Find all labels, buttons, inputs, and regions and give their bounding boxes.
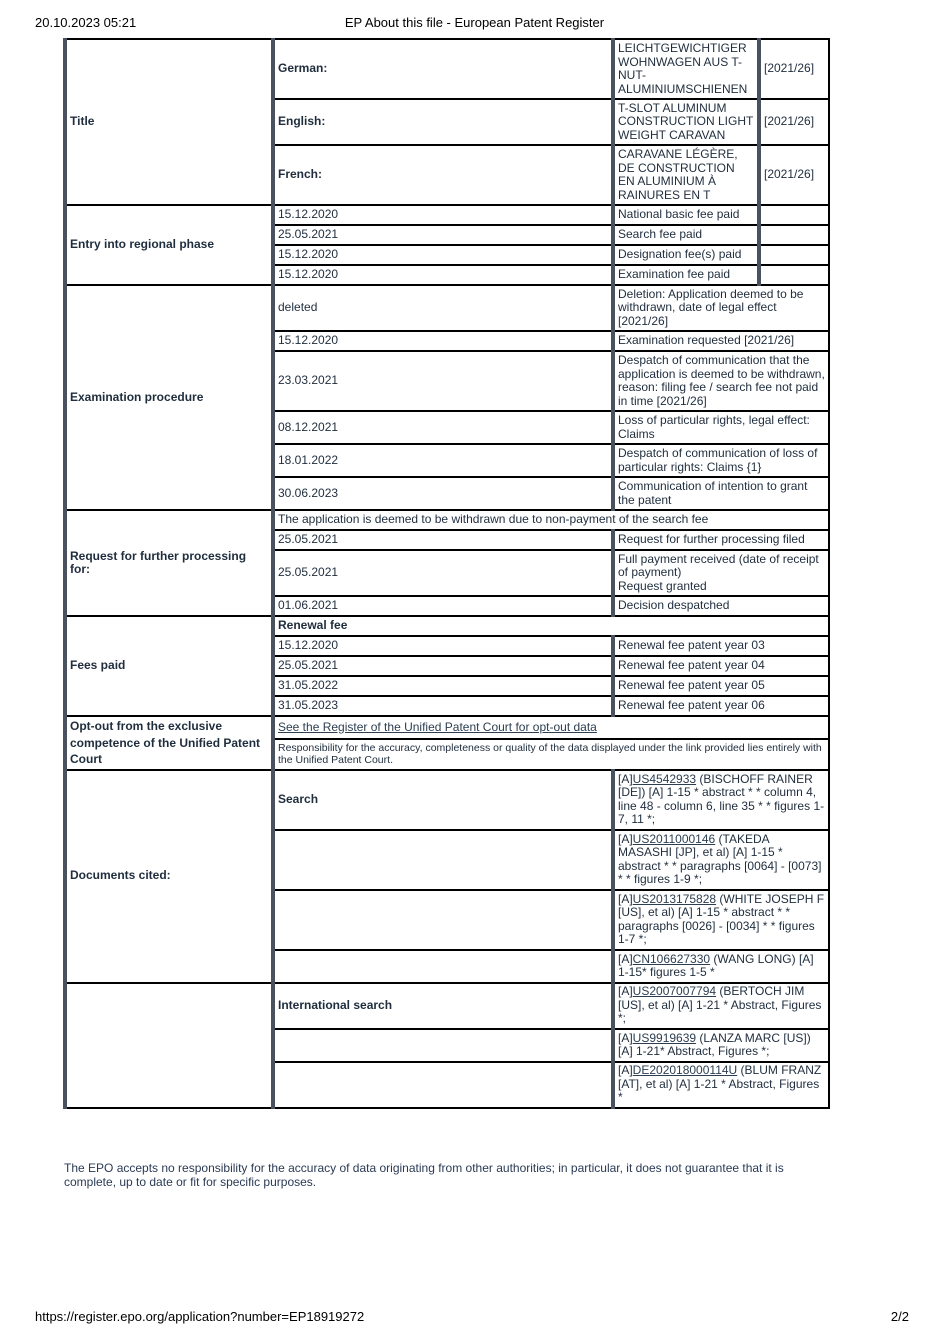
event-text: Examination fee paid bbox=[613, 265, 759, 285]
event-date: 15.12.2020 bbox=[273, 245, 613, 265]
section-label-examination: Examination procedure bbox=[65, 285, 273, 510]
event-text: National basic fee paid bbox=[613, 205, 759, 225]
examination-row bbox=[65, 285, 829, 331]
title-text: CARAVANE LÉGÈRE, DE CONSTRUCTION EN ALUMINIUM À RAINURES EN T bbox=[613, 145, 759, 205]
section-label-opt-out: Opt-out from the exclusive competence of the Unified Patent Court bbox=[65, 716, 273, 770]
citation-text bbox=[613, 890, 829, 950]
print-url: https://register.epo.org/application?number=EP18919272 bbox=[35, 1309, 365, 1324]
opt-out-row bbox=[65, 716, 829, 739]
print-header bbox=[0, 15, 949, 33]
citation-text bbox=[613, 983, 829, 1029]
opt-out-link-cell bbox=[273, 716, 829, 739]
fees-heading-row bbox=[65, 616, 829, 636]
citation-doc-link[interactable]: US2007007794 bbox=[632, 984, 717, 999]
event-date: 15.12.2020 bbox=[273, 331, 613, 351]
title-lang-label: French: bbox=[273, 145, 613, 205]
regional-row bbox=[65, 205, 829, 225]
citation-details: (BERTOCH JIM [US], et al) [A] 1-21 * Abstract, Figures *; bbox=[618, 984, 822, 1026]
event-extra bbox=[759, 245, 829, 265]
event-extra bbox=[759, 205, 829, 225]
citation-category: [A] bbox=[618, 951, 633, 966]
event-text: Loss of particular rights, legal effect: Claims bbox=[613, 411, 829, 444]
title-lang-label: German: bbox=[273, 39, 613, 99]
fee-date: 31.05.2023 bbox=[273, 696, 613, 716]
fees-heading: Renewal fee bbox=[273, 616, 829, 636]
fee-date: 31.05.2022 bbox=[273, 676, 613, 696]
fee-text: Renewal fee patent year 06 bbox=[613, 696, 829, 716]
event-text: Examination requested [2021/26] bbox=[613, 331, 829, 351]
citation-text bbox=[613, 770, 829, 830]
citation-type-label: Search bbox=[273, 770, 613, 830]
section-label-further-processing: Request for further processing for: bbox=[65, 510, 273, 616]
citation-doc-link[interactable]: CN106627330 bbox=[632, 951, 711, 966]
citation-text bbox=[613, 950, 829, 983]
epo-disclaimer: The EPO accepts no responsibility for the accuracy of data originating from other authorities; in particular, it does not guarantee that it is complete, up to date or fit for specific purposes. bbox=[64, 1161, 784, 1189]
citation-details: (TAKEDA MASASHI [JP], et al) [A] 1-15 * abstract * * paragraphs [0064] - [0073] * * figures 1-9 *; bbox=[618, 831, 822, 886]
event-date: 25.05.2021 bbox=[273, 530, 613, 550]
title-text: T-SLOT ALUMINUM CONSTRUCTION LIGHT WEIGHT CARAVAN bbox=[613, 99, 759, 145]
citation-doc-link[interactable]: US9919639 bbox=[632, 1030, 697, 1045]
fee-text: Renewal fee patent year 03 bbox=[613, 636, 829, 656]
event-text: Deletion: Application deemed to be withdrawn, date of legal effect [2021/26] bbox=[613, 285, 829, 331]
citation-type-empty bbox=[273, 950, 613, 983]
citation-category: [A] bbox=[618, 1030, 633, 1045]
citation-row bbox=[65, 983, 829, 1029]
event-text: Despatch of communication of loss of particular rights: Claims {1} bbox=[613, 444, 829, 477]
event-text: Request for further processing filed bbox=[613, 530, 829, 550]
event-date: 25.05.2021 bbox=[273, 225, 613, 245]
citation-text bbox=[613, 1062, 829, 1108]
citation-doc-link[interactable]: US4542933 bbox=[632, 771, 697, 786]
section-label-title: Title bbox=[65, 39, 273, 205]
citation-category: [A] bbox=[618, 984, 633, 999]
event-extra bbox=[759, 225, 829, 245]
event-text: Communication of intention to grant the patent bbox=[613, 477, 829, 510]
upc-register-link[interactable]: See the Register of the Unified Patent Court for opt-out data bbox=[278, 719, 597, 734]
event-date: 08.12.2021 bbox=[273, 411, 613, 444]
citation-type-empty bbox=[273, 1062, 613, 1108]
print-datetime: 20.10.2023 05:21 bbox=[35, 15, 137, 30]
citation-text bbox=[613, 830, 829, 890]
citation-type-empty bbox=[273, 830, 613, 890]
event-text: Search fee paid bbox=[613, 225, 759, 245]
citation-details: (WHITE JOSEPH F [US], et al) [A] 1-15 * abstract * * paragraphs [0026] - [0034] * * figures 1-7 *; bbox=[618, 891, 825, 946]
event-date: 15.12.2020 bbox=[273, 205, 613, 225]
citation-category: [A] bbox=[618, 771, 633, 786]
citation-details: (BISCHOFF RAINER [DE]) [A] 1-15 * abstract * * column 4, line 48 - column 6, line 35 * * figures 1-7, 11 *; bbox=[618, 771, 825, 826]
title-ref: [2021/26] bbox=[759, 145, 829, 205]
further-processing-heading: The application is deemed to be withdrawn due to non-payment of the search fee bbox=[273, 510, 829, 530]
event-text: Despatch of communication that the application is deemed to be withdrawn, reason: filing fee / search fee not paid in time [2021/26] bbox=[613, 351, 829, 411]
citation-row bbox=[65, 770, 829, 830]
citation-category: [A] bbox=[618, 891, 633, 906]
citation-details: (BLUM FRANZ [AT], et al) [A] 1-21 * Abstract, Figures * bbox=[618, 1063, 822, 1105]
event-text bbox=[613, 550, 829, 596]
citation-details: (LANZA MARC [US]) [A] 1-21* Abstract, Figures *; bbox=[618, 1030, 811, 1058]
event-text-line: Request granted bbox=[618, 578, 707, 593]
event-text-line: Full payment received (date of receipt of payment) bbox=[618, 551, 819, 580]
print-page-title: EP About this file - European Patent Register bbox=[344, 15, 605, 30]
citation-type-empty bbox=[273, 1029, 613, 1062]
event-date: 15.12.2020 bbox=[273, 265, 613, 285]
event-date: deleted bbox=[273, 285, 613, 331]
section-label-regional-phase: Entry into regional phase bbox=[65, 205, 273, 285]
event-date: 30.06.2023 bbox=[273, 477, 613, 510]
event-date: 23.03.2021 bbox=[273, 351, 613, 411]
event-extra bbox=[759, 265, 829, 285]
citation-type-label: International search bbox=[273, 983, 613, 1029]
citation-details: (WANG LONG) [A] 1-15* figures 1-5 * bbox=[618, 951, 814, 979]
further-processing-heading-row bbox=[65, 510, 829, 530]
page-number: 2/2 bbox=[890, 1309, 909, 1324]
section-label-fees-paid: Fees paid bbox=[65, 616, 273, 716]
fee-text: Renewal fee patent year 05 bbox=[613, 676, 829, 696]
section-label-documents-cited: Documents cited: bbox=[65, 770, 273, 983]
event-date: 25.05.2021 bbox=[273, 550, 613, 596]
event-text: Decision despatched bbox=[613, 596, 829, 616]
opt-out-note: Responsibility for the accuracy, completeness or quality of the data displayed under the link provided lies entirely with the Unified Patent Court. bbox=[273, 739, 829, 770]
section-label-empty bbox=[65, 983, 273, 1108]
title-ref: [2021/26] bbox=[759, 39, 829, 99]
event-date: 18.01.2022 bbox=[273, 444, 613, 477]
fee-text: Renewal fee patent year 04 bbox=[613, 656, 829, 676]
citation-text bbox=[613, 1029, 829, 1062]
citation-category: [A] bbox=[618, 831, 633, 846]
fee-date: 25.05.2021 bbox=[273, 656, 613, 676]
title-lang-label: English: bbox=[273, 99, 613, 145]
title-text: LEICHTGEWICHTIGER WOHNWAGEN AUS T-NUT-ALUMINIUMSCHIENEN bbox=[613, 39, 759, 99]
title-row-german bbox=[65, 39, 829, 99]
citation-category: [A] bbox=[618, 1063, 633, 1078]
fee-date: 15.12.2020 bbox=[273, 636, 613, 656]
citation-doc-link[interactable]: US2013175828 bbox=[632, 891, 717, 906]
citation-type-empty bbox=[273, 890, 613, 950]
citation-doc-link[interactable]: DE202018000114U bbox=[632, 1063, 738, 1078]
title-ref: [2021/26] bbox=[759, 99, 829, 145]
register-table bbox=[63, 38, 830, 1109]
event-date: 01.06.2021 bbox=[273, 596, 613, 616]
event-text: Designation fee(s) paid bbox=[613, 245, 759, 265]
citation-doc-link[interactable]: US2011000146 bbox=[632, 831, 716, 846]
